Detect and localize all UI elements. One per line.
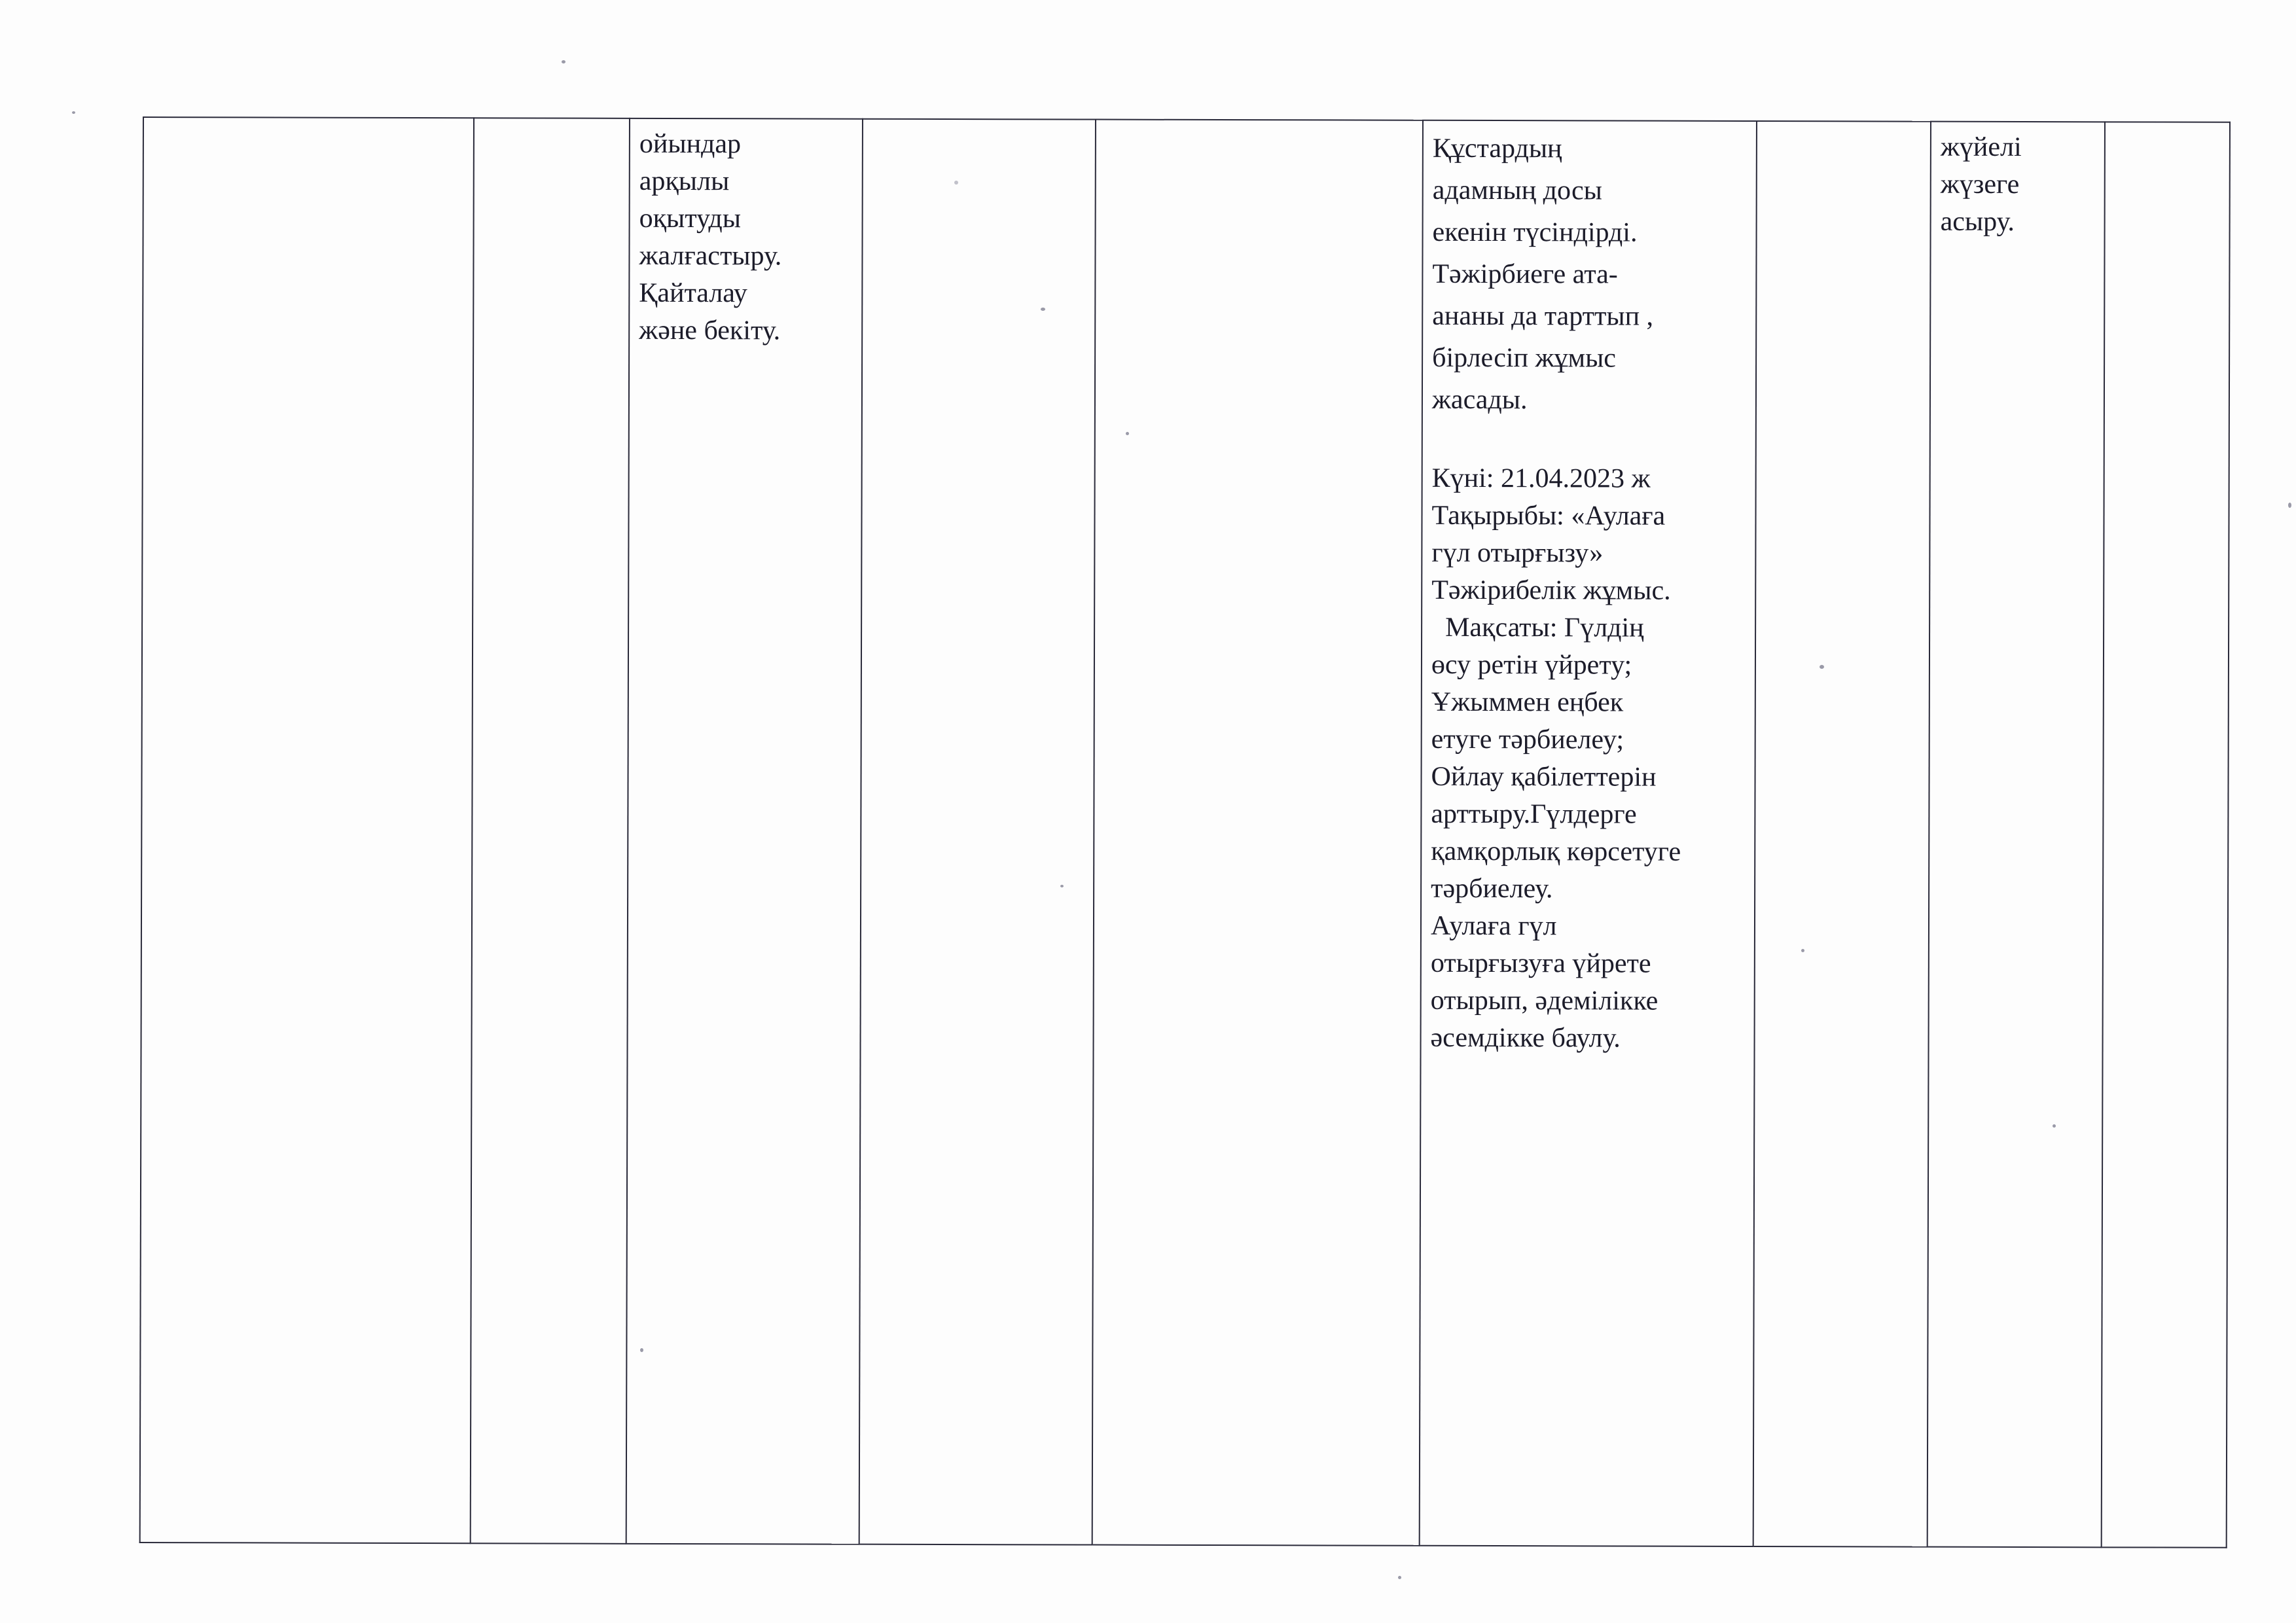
scan-speck (72, 111, 75, 114)
cell-text-line: Аулаға гүл (1430, 910, 1557, 942)
cell-text-line: жасады. (1431, 384, 1528, 416)
table-cell-col6 (1420, 120, 1757, 1546)
cell-text-line: жүзеге (1940, 169, 2020, 200)
cell-text-line: Құстардың (1432, 133, 1562, 164)
cell-text-line: асыру. (1940, 206, 2015, 237)
scan-speck (562, 60, 565, 63)
cell-text-line: бірлесіп жұмыс (1432, 342, 1617, 374)
cell-text-line: Күні: 21.04.2023 ж (1431, 463, 1651, 494)
cell-text-line: Тәжірибелік жұмыс. (1431, 575, 1671, 606)
cell-text-line: тәрбиелеу. (1431, 873, 1553, 904)
cell-text-line: отырғызуға үйрете (1430, 948, 1651, 979)
cell-text-line: арқылы (639, 166, 730, 197)
cell-text-line: арттыру.Гүлдерге (1431, 798, 1637, 830)
cell-text-line: Ұжыммен еңбек (1431, 687, 1624, 718)
paragraph-gap (1432, 421, 1746, 461)
table-cell-col1 (140, 117, 474, 1543)
cell-text-line: қамқорлық көрсетуге (1431, 836, 1681, 867)
cell-text-line: және бекіту. (639, 315, 781, 346)
cell-text-line: өсу ретін үйрету; (1431, 649, 1632, 681)
cell-text-line: Мақсаты: Гүлдің (1431, 612, 1644, 643)
cell-text-line: жалғастыру. (639, 240, 782, 272)
table-cell-col9 (2102, 122, 2230, 1547)
cell-text-line: адамның досы (1432, 175, 1602, 206)
table-cell-col7 (1753, 121, 1931, 1547)
cell-text-line: ананы да тарттып , (1432, 300, 1654, 332)
table-cell-col3 (626, 118, 863, 1544)
cell-text-line: отырып, әдемілікке (1430, 985, 1659, 1016)
table-cell-col8 (1928, 122, 2105, 1548)
cell-text-line: жүйелі (1940, 132, 2022, 163)
document-table (139, 116, 2231, 1548)
cell-text-line: Ойлау қабілеттерін (1431, 761, 1657, 793)
table-row (140, 117, 2230, 1548)
cell-text-line: гүл отырғызу» (1431, 537, 1604, 569)
table-cell-col2 (471, 118, 630, 1544)
cell-text-line: Тақырыбы: «Аулаға (1431, 500, 1666, 531)
cell-text-line: Тәжірбиеге ата- (1432, 259, 1618, 290)
scan-speck (2288, 503, 2291, 508)
cell-text-line: етуге тәрбиелеу; (1431, 724, 1624, 755)
table-cell-col4 (859, 119, 1096, 1545)
cell-text-line: оқытуды (639, 203, 742, 234)
scan-speck (1398, 1576, 1401, 1579)
cell-text-line: Қайталау (639, 277, 747, 309)
cell-text-line: ойындар (639, 128, 742, 160)
cell-text-line: әсемдікке баулу. (1430, 1022, 1621, 1054)
table-cell-col5 (1092, 120, 1423, 1546)
cell-text-line: екенін түсіндірді. (1432, 217, 1638, 248)
